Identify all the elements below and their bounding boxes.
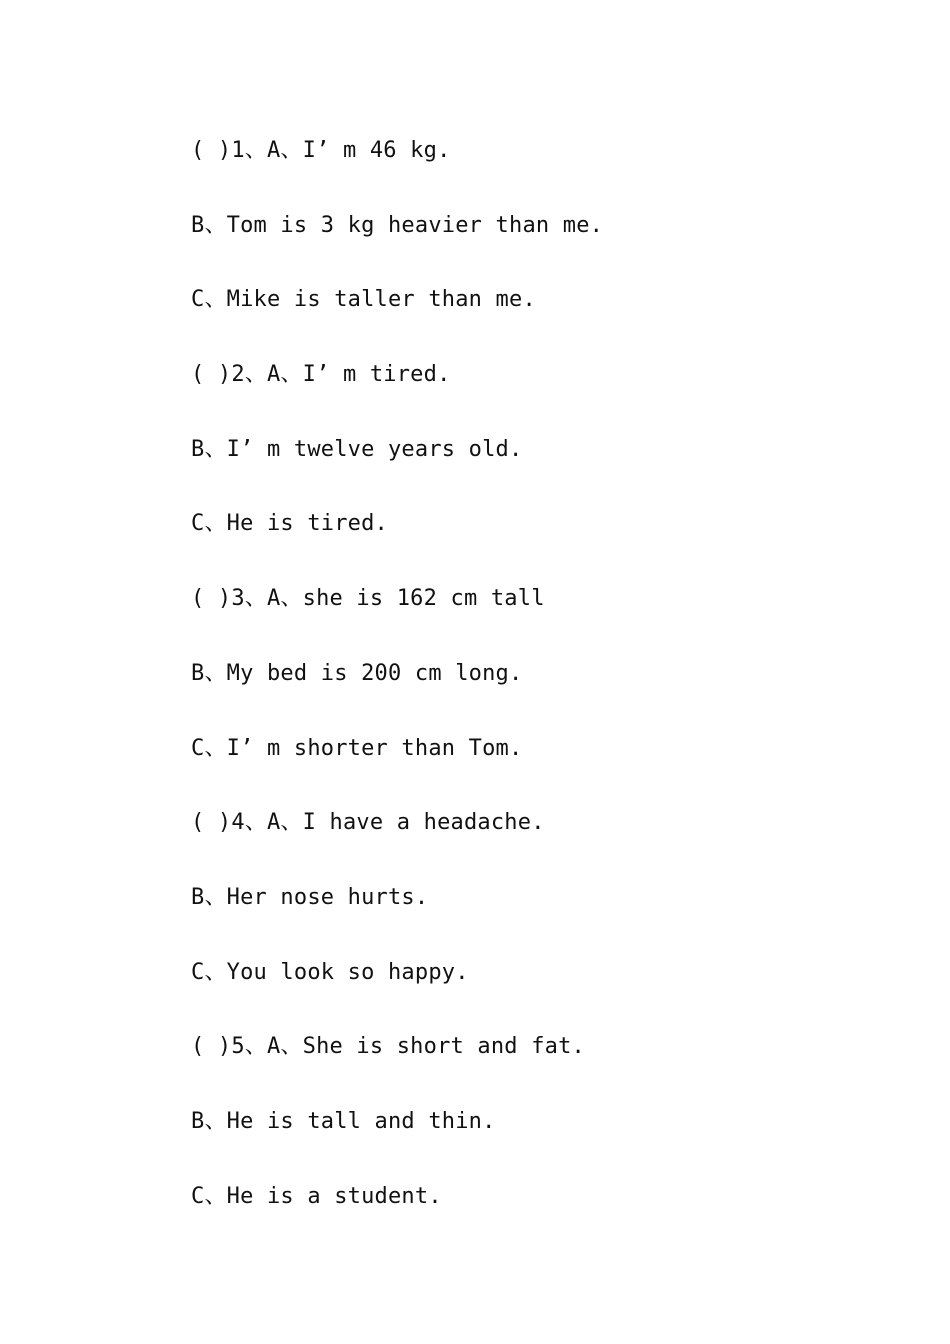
question-4-option-c: C、You look so happy. [191,959,469,985]
question-5-option-c: C、He is a student. [191,1183,442,1209]
question-2-option-b: B、I’ m twelve years old. [191,436,523,462]
question-5-option-a: ( )5、A、She is short and fat. [191,1034,585,1060]
question-1-option-b: B、Tom is 3 kg heavier than me. [191,212,604,238]
question-3-option-a: ( )3、A、she is 162 cm tall [191,586,545,612]
question-2-option-a: ( )2、A、I’ m tired. [191,362,451,388]
question-5-option-b: B、He is tall and thin. [191,1108,496,1134]
question-1-option-c: C、Mike is taller than me. [191,287,536,313]
question-4-option-b: B、Her nose hurts. [191,884,429,910]
question-1-option-a: ( )1、A、I’ m 46 kg. [191,138,451,163]
question-2-option-c: C、He is tired. [191,511,388,537]
question-4-option-a: ( )4、A、I have a headache. [191,810,545,836]
question-list [191,136,603,1256]
question-3-option-c: C、I’ m shorter than Tom. [191,735,523,761]
question-3-option-b: B、My bed is 200 cm long. [191,660,523,686]
